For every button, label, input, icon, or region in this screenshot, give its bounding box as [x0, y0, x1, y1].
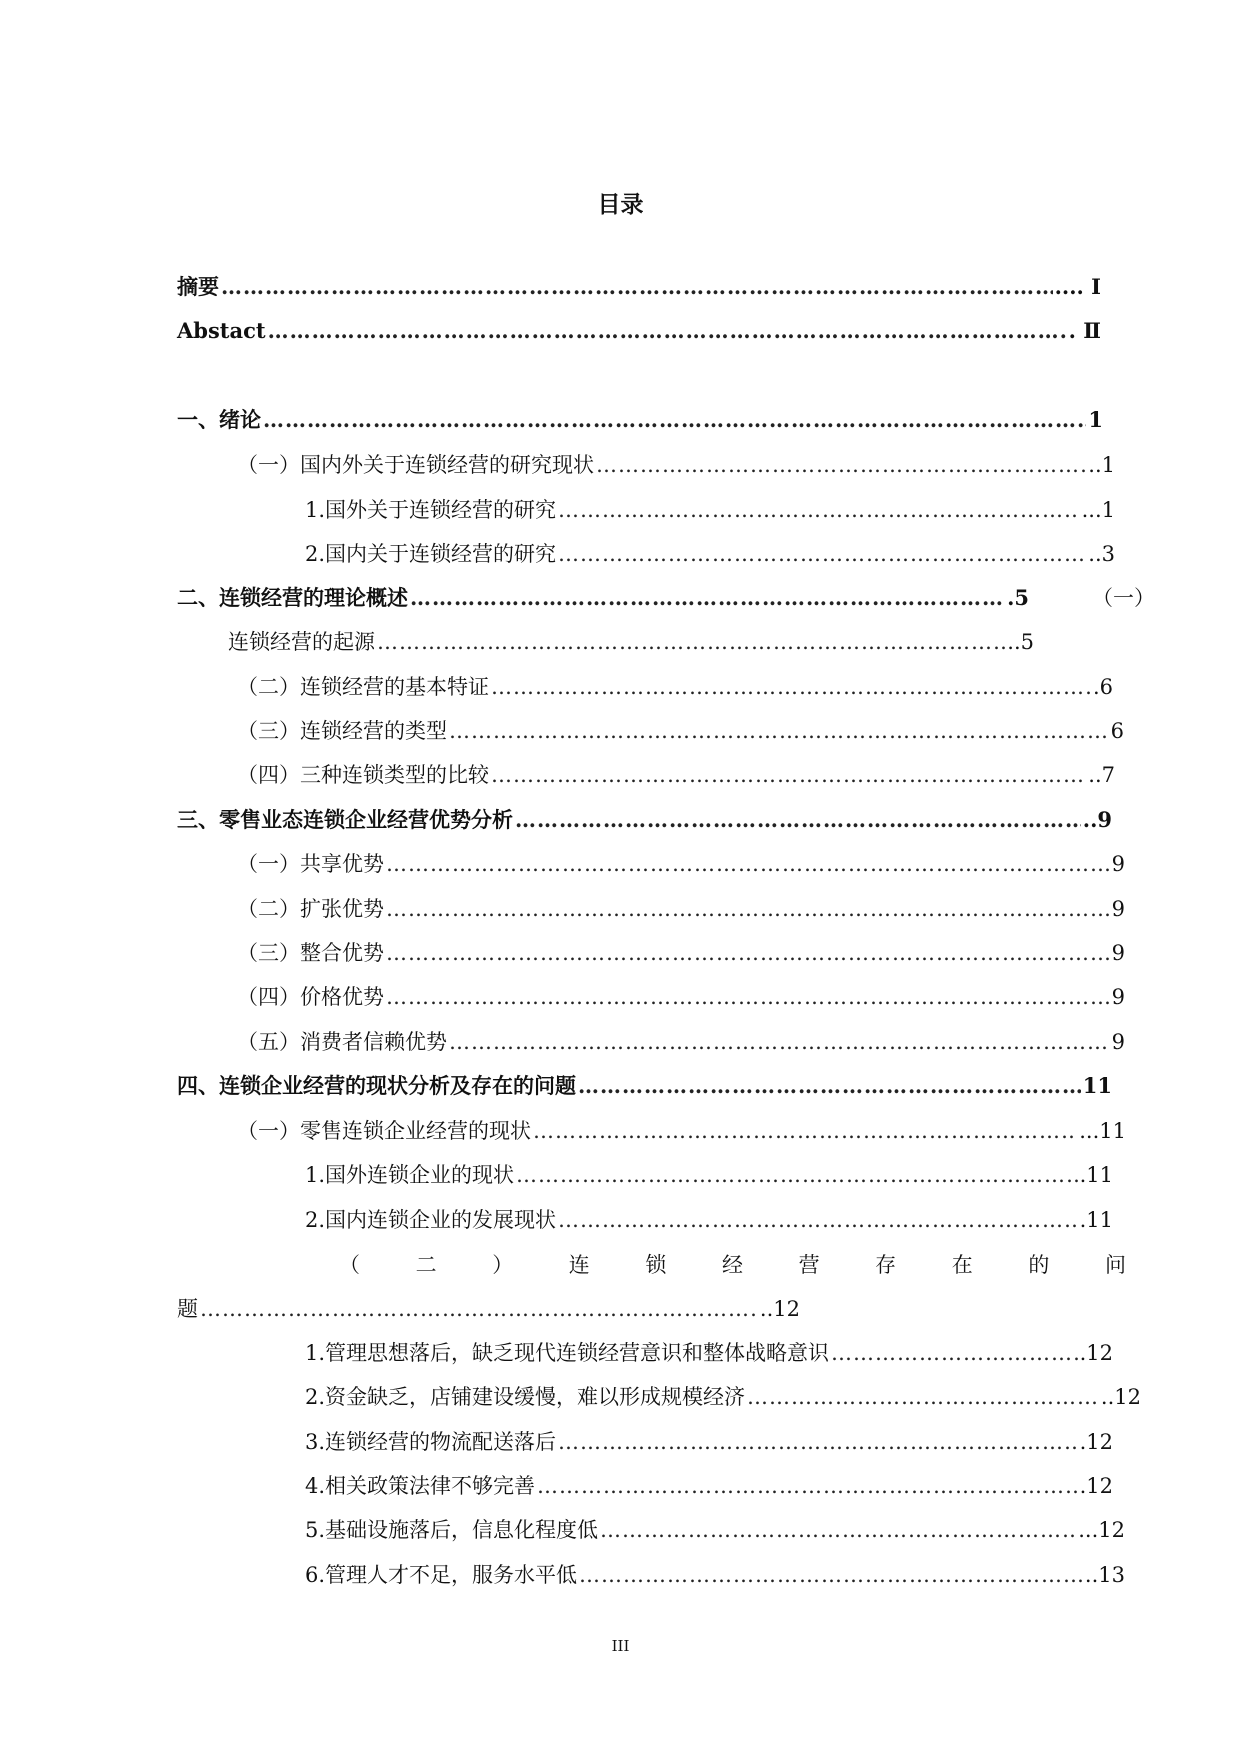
dot-leader — [386, 938, 1110, 968]
toc-entry-page: ...11 — [1079, 1119, 1126, 1143]
toc-entry-page: 9 — [1111, 852, 1125, 876]
dot-leader — [268, 316, 1067, 346]
toc-entry-label: 1.管理思想落后，缺乏现代连锁经营意识和整体战略意识 — [305, 1341, 830, 1365]
dot-leader — [449, 1027, 1110, 1057]
toc-entry-label: 1.国外关于连锁经营的研究 — [305, 498, 557, 522]
toc-entry-prefix: （一） — [1092, 586, 1155, 610]
heading-char: 的 — [1028, 1253, 1050, 1277]
toc-entry-page: .... Ⅰ — [1054, 274, 1101, 299]
toc-entry-label: Abstact — [177, 318, 266, 343]
toc-entry-page: 9 — [1111, 1030, 1125, 1054]
heading-char: （ — [339, 1253, 360, 1277]
dot-leader — [410, 583, 1005, 613]
dot-leader — [558, 539, 1086, 569]
toc-entry-page: ..12 — [1100, 1385, 1141, 1409]
dot-leader — [578, 1071, 1081, 1101]
toc-entry-page: ..1 — [1088, 453, 1115, 477]
toc-entry-page: 6 — [1110, 719, 1124, 743]
toc-entry-page: .12 — [1079, 1474, 1113, 1498]
page-number: III — [611, 1637, 630, 1655]
dot-leader — [533, 1116, 1077, 1146]
dot-leader — [377, 627, 1005, 657]
toc-entry-page: .12 — [1079, 1430, 1113, 1454]
toc-entry-label: 6.管理人才不足，服务水平低 — [305, 1563, 578, 1587]
dot-leader — [491, 672, 1091, 702]
dot-leader — [579, 1560, 1083, 1590]
toc-entry-justified-heading[interactable] — [339, 1250, 1126, 1280]
toc-entry-label: 题 — [177, 1297, 198, 1321]
toc-entry-page: ...12 — [1078, 1518, 1125, 1542]
toc-entry[interactable] — [305, 1338, 1113, 1368]
toc-entry-page: .11 — [1079, 1163, 1113, 1187]
toc-entry-label: （一）共享优势 — [237, 852, 384, 876]
dot-leader — [200, 1294, 758, 1324]
heading-char: ） — [492, 1253, 514, 1277]
toc-entry-page: ..13 — [1084, 1563, 1125, 1587]
dot-leader — [558, 1205, 1078, 1235]
toc-entry-page: ..5 — [1007, 630, 1034, 654]
heading-char: 锁 — [645, 1253, 667, 1277]
heading-char: 营 — [798, 1253, 820, 1277]
toc-entry[interactable] — [305, 1471, 1113, 1501]
toc-entry[interactable] — [237, 894, 1125, 924]
toc-entry[interactable] — [177, 583, 1029, 613]
toc-entry-page: .11 — [1079, 1208, 1113, 1232]
toc-entry[interactable] — [177, 1071, 1112, 1101]
toc-entry[interactable] — [177, 805, 1112, 835]
heading-char: 存 — [875, 1253, 897, 1277]
dot-leader — [831, 1338, 1078, 1368]
toc-entry-label: 摘要 — [177, 274, 219, 299]
toc-entry-page: ...1 — [1081, 498, 1115, 522]
dot-leader — [747, 1382, 1099, 1412]
dot-leader — [386, 849, 1110, 879]
toc-entry-label: 2.国内关于连锁经营的研究 — [305, 542, 557, 566]
toc-entry[interactable] — [237, 849, 1125, 879]
toc-entry-page: ..9 — [1082, 807, 1112, 832]
heading-char: 在 — [951, 1253, 973, 1277]
toc-entry[interactable] — [237, 672, 1113, 702]
toc-entry-page: 11 — [1082, 1073, 1112, 1098]
toc-entry-page: 9 — [1111, 985, 1125, 1009]
toc-entry-label: 一、绪论 — [177, 407, 261, 432]
dot-leader — [386, 894, 1110, 924]
toc-entry[interactable] — [305, 1515, 1125, 1545]
toc-entry[interactable] — [305, 1427, 1113, 1457]
toc-entry-page: ..3 — [1088, 542, 1115, 566]
heading-char: 二 — [415, 1253, 437, 1277]
toc-entry[interactable] — [305, 1560, 1125, 1590]
dot-leader — [263, 405, 1086, 435]
toc-entry-page: 9 — [1111, 941, 1125, 965]
toc-entry[interactable] — [237, 716, 1124, 746]
toc-entry-label: 四、连锁企业经营的现状分析及存在的问题 — [177, 1073, 576, 1098]
toc-entry[interactable] — [305, 1160, 1113, 1190]
toc-entry-label: 3.连锁经营的物流配送落后 — [305, 1430, 557, 1454]
toc-entry-label: （五）消费者信赖优势 — [237, 1030, 447, 1054]
toc-entry[interactable] — [305, 495, 1115, 525]
toc-entry-page: 1 — [1088, 407, 1103, 432]
dot-leader — [221, 272, 1053, 302]
toc-entry-label: 1.国外连锁企业的现状 — [305, 1163, 515, 1187]
toc-entry-label: 2.资金缺乏，店铺建设缓慢，难以形成规模经济 — [305, 1385, 746, 1409]
toc-entry-page: .6 — [1092, 675, 1113, 699]
page-title: 目录 — [597, 191, 644, 218]
toc-entry[interactable] — [305, 539, 1115, 569]
toc-entry-label: （四）三种连锁类型的比较 — [237, 763, 489, 787]
toc-entry[interactable] — [305, 1382, 1141, 1412]
dot-leader — [491, 760, 1086, 790]
toc-entry[interactable] — [237, 938, 1125, 968]
toc-entry[interactable] — [228, 627, 1034, 657]
toc-entry-label: 5.基础设施落后，信息化程度低 — [305, 1518, 599, 1542]
toc-entry-page: . Ⅱ — [1068, 318, 1101, 343]
toc-entry-label: （二）连锁经营的基本特证 — [237, 675, 489, 699]
toc-entry[interactable] — [237, 760, 1115, 790]
toc-entry-label: （一）零售连锁企业经营的现状 — [237, 1119, 531, 1143]
toc-entry-label: 二、连锁经营的理论概述 — [177, 585, 408, 610]
toc-entry-label: 三、零售业态连锁企业经营优势分析 — [177, 807, 513, 832]
toc-entry[interactable] — [305, 1205, 1113, 1235]
toc-entry-page: .5 — [1007, 585, 1029, 610]
toc-entry-page: ..7 — [1088, 763, 1115, 787]
dot-leader — [596, 450, 1086, 480]
toc-entry-label: （三）整合优势 — [237, 941, 384, 965]
toc-entry[interactable] — [237, 982, 1125, 1012]
toc-entry[interactable] — [177, 316, 1101, 346]
dot-leader — [600, 1515, 1076, 1545]
toc-entry[interactable] — [237, 1027, 1125, 1057]
toc-entry[interactable] — [177, 1294, 800, 1324]
toc-entry-page: ..12 — [759, 1297, 800, 1321]
dot-leader — [516, 1160, 1078, 1190]
dot-leader — [386, 982, 1110, 1012]
heading-char: 经 — [721, 1253, 743, 1277]
toc-entry[interactable] — [177, 405, 1103, 435]
toc-entry-label: （三）连锁经营的类型 — [237, 719, 447, 743]
dot-leader — [515, 805, 1081, 835]
toc-entry-label: 4.相关政策法律不够完善 — [305, 1474, 536, 1498]
dot-leader — [537, 1471, 1078, 1501]
toc-entry-page: .12 — [1079, 1341, 1113, 1365]
dot-leader — [558, 495, 1080, 525]
toc-entry-label: （二）扩张优势 — [237, 897, 384, 921]
dot-leader — [449, 716, 1109, 746]
toc-entry-label: 2.国内连锁企业的发展现状 — [305, 1208, 557, 1232]
heading-char: 连 — [568, 1253, 590, 1277]
toc-entry[interactable] — [237, 1116, 1126, 1146]
toc-entry-label: 连锁经营的起源 — [228, 630, 375, 654]
heading-char: 问 — [1104, 1253, 1126, 1277]
toc-entry-label: （一）国内外关于连锁经营的研究现状 — [237, 453, 594, 477]
toc-entry-page: 9 — [1111, 897, 1125, 921]
toc-entry[interactable] — [177, 272, 1101, 302]
toc-entry-label: （四）价格优势 — [237, 985, 384, 1009]
toc-entry[interactable] — [237, 450, 1115, 480]
dot-leader — [558, 1427, 1078, 1457]
